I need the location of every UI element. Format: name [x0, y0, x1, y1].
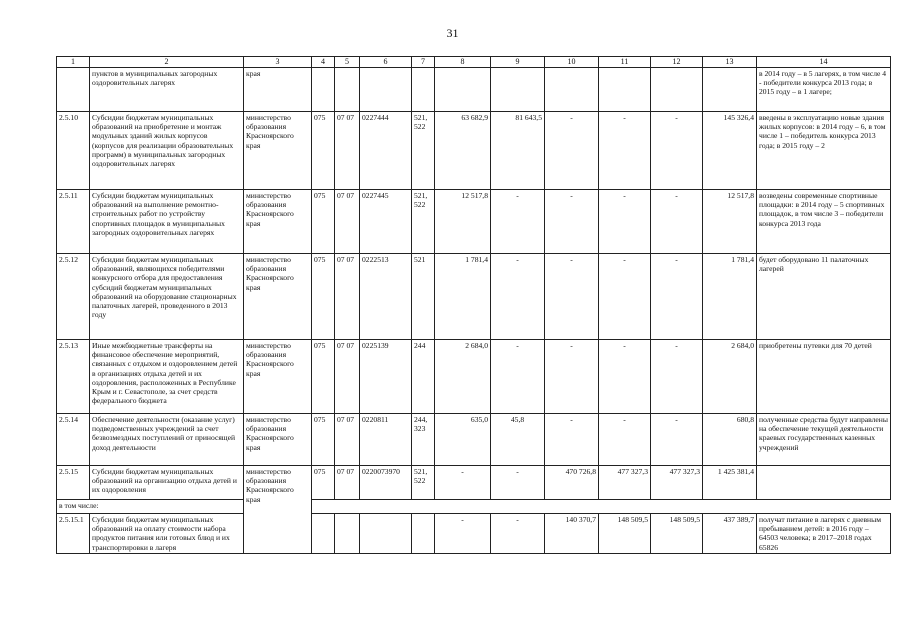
row-grbs: [312, 67, 335, 111]
row-vr: [412, 513, 435, 553]
row-vr: 521, 522: [412, 465, 435, 499]
row-grbs: [312, 513, 335, 553]
row-description: Субсидии бюджетам муниципальных образований на оплату стоимости набора продуктов питания или готовых блюд и их транспортировки в лагеря: [90, 513, 244, 553]
page-number: 31: [446, 26, 459, 40]
row-description: Субсидии бюджетам муниципальных образований на приобретение и монтаж модульных зданий жилых корпусов (корпусов для реализации образовательных программ) в муниципальных загородных оздоровительных лагерях: [90, 111, 244, 189]
row-value-2018: 477 327,3: [651, 465, 703, 499]
row-code: 2.5.15: [57, 465, 90, 499]
row-value-2016: -: [545, 253, 599, 339]
row-description: Субсидии бюджетам муниципальных образований, являющихся победителями конкурсного отбора для предоставления субсидий бюджетам муниципальных образований на оборудование стационарных палаточных лагерей, проведенного в 2013 году: [90, 253, 244, 339]
row-grbs: 075: [312, 413, 335, 465]
row-csr: 0220811: [360, 413, 412, 465]
row-rzpr: [335, 67, 360, 111]
row-result: полученные средства будут направлены на обеспечение текущей деятельности краевых государственных казенных учреждений: [757, 413, 891, 465]
row-value-2014: 635,0: [435, 413, 491, 465]
row-value-2014: 63 682,9: [435, 111, 491, 189]
row-grbs: 075: [312, 111, 335, 189]
row-value-total: 680,8: [703, 413, 757, 465]
row-value-total: 12 517,8: [703, 189, 757, 253]
header-cell: 14: [757, 57, 891, 68]
row-value-2015: 81 643,5: [491, 111, 545, 189]
row-value-2015: -: [491, 513, 545, 553]
row-value-2015: [491, 67, 545, 111]
row-value-2016: -: [545, 189, 599, 253]
column-number-row: [57, 57, 891, 68]
row-grbs: 075: [312, 189, 335, 253]
row-value-2018: -: [651, 253, 703, 339]
row-description: Субсидии бюджетам муниципальных образований на организацию отдыха детей и их оздоровления: [90, 465, 244, 499]
row-value-total: 145 326,4: [703, 111, 757, 189]
row-value-2015: -: [491, 465, 545, 499]
row-value-2017: 148 509,5: [599, 513, 651, 553]
table-row: [57, 189, 891, 253]
row-value-2016: -: [545, 413, 599, 465]
row-description: пунктов в муниципальных загородных оздоровительных лагерях: [90, 67, 244, 111]
header-cell: 7: [412, 57, 435, 68]
row-department: министерство образования Красноярского края: [244, 339, 312, 413]
row-value-2016: 140 370,7: [545, 513, 599, 553]
row-value-2016: -: [545, 111, 599, 189]
row-vr: 244: [412, 339, 435, 413]
row-result: будет оборудовано 11 палаточных лагерей: [757, 253, 891, 339]
row-rzpr: 07 07: [335, 189, 360, 253]
row-value-total: 1 781,4: [703, 253, 757, 339]
row-code: 2.5.13: [57, 339, 90, 413]
row-vr: 521: [412, 253, 435, 339]
row-department: министерство образования Красноярского края: [244, 413, 312, 465]
table-row: [57, 339, 891, 413]
row-csr: [360, 67, 412, 111]
row-value-2018: -: [651, 111, 703, 189]
row-value-2018: 148 509,5: [651, 513, 703, 553]
row-value-total: 1 425 381,4: [703, 465, 757, 499]
row-code: 2.5.11: [57, 189, 90, 253]
header-cell: 13: [703, 57, 757, 68]
header-cell: 12: [651, 57, 703, 68]
spacer-cell: [312, 499, 891, 513]
header-cell: 2: [90, 57, 244, 68]
row-value-2018: [651, 67, 703, 111]
row-code: 2.5.10: [57, 111, 90, 189]
row-csr: 0227445: [360, 189, 412, 253]
row-vr: 521, 522: [412, 189, 435, 253]
row-code: [57, 67, 90, 111]
row-value-2017: -: [599, 111, 651, 189]
table-row: [57, 465, 891, 499]
row-value-2018: -: [651, 413, 703, 465]
row-value-2017: -: [599, 413, 651, 465]
row-value-total: [703, 67, 757, 111]
row-value-total: 2 684,0: [703, 339, 757, 413]
row-code: 2.5.15.1: [57, 513, 90, 553]
row-grbs: 075: [312, 465, 335, 499]
row-value-2016: [545, 67, 599, 111]
table-row: [57, 513, 891, 553]
row-value-2015: -: [491, 253, 545, 339]
header-cell: 11: [599, 57, 651, 68]
row-value-2014: 1 781,4: [435, 253, 491, 339]
row-description: Иные межбюджетные трансферты на финансовое обеспечение мероприятий, связанных с отдыхом и оздоровлением детей в организациях отдыха детей и их оздоровления, расположенных в Республике Крым и г. Севастополе, за счет средств федерального бюджета: [90, 339, 244, 413]
row-value-2014: -: [435, 465, 491, 499]
row-grbs: 075: [312, 253, 335, 339]
row-code: 2.5.14: [57, 413, 90, 465]
row-value-2017: [599, 67, 651, 111]
table-row: [57, 499, 891, 513]
row-rzpr: 07 07: [335, 111, 360, 189]
row-value-2016: -: [545, 339, 599, 413]
row-result: в 2014 году – в 5 лагерях, в том числе 4 - победители конкурса 2013 года; в 2015 году – в 1 лагере;: [757, 67, 891, 111]
row-result: возведены современные спортивные площадки: в 2014 году – 5 спортивных площадок, в том числе 3 – победители конкурса 2013 года: [757, 189, 891, 253]
row-value-total: 437 389,7: [703, 513, 757, 553]
row-code: 2.5.12: [57, 253, 90, 339]
row-grbs: 075: [312, 339, 335, 413]
row-rzpr: 07 07: [335, 413, 360, 465]
row-csr: 0225139: [360, 339, 412, 413]
row-result: [757, 465, 891, 499]
header-cell: 6: [360, 57, 412, 68]
row-value-2014: -: [435, 513, 491, 553]
row-vr: 521, 522: [412, 111, 435, 189]
row-value-2017: -: [599, 253, 651, 339]
header-cell: 3: [244, 57, 312, 68]
row-value-2014: 2 684,0: [435, 339, 491, 413]
row-value-2015: -: [491, 189, 545, 253]
row-value-2014: [435, 67, 491, 111]
row-department: министерство образования Красноярского края: [244, 253, 312, 339]
table-row: [57, 253, 891, 339]
row-department: края: [244, 67, 312, 111]
header-cell: 8: [435, 57, 491, 68]
table-row: [57, 111, 891, 189]
row-department: министерство образования Красноярского края: [244, 111, 312, 189]
row-value-2015: -: [491, 339, 545, 413]
row-value-2018: -: [651, 189, 703, 253]
row-value-2015: 45,8: [491, 413, 545, 465]
row-rzpr: [335, 513, 360, 553]
row-description: Субсидии бюджетам муниципальных образований на выполнение ремонтно-строительных работ по устройству спортивных площадок в муниципальных загородных оздоровительных лагерях: [90, 189, 244, 253]
row-result: введены в эксплуатацию новые здания жилых корпусов: в 2014 году – 6, в том числе 1 – победитель конкурса 2013 года; в 2015 году – 2: [757, 111, 891, 189]
table-row: [57, 413, 891, 465]
header-cell: 9: [491, 57, 545, 68]
row-rzpr: 07 07: [335, 339, 360, 413]
row-value-2016: 470 726,8: [545, 465, 599, 499]
including-label: в том числе:: [57, 499, 244, 513]
row-department: министерство образования Красноярского края: [244, 189, 312, 253]
row-department: министерство образования Красноярского края: [244, 465, 312, 553]
row-rzpr: 07 07: [335, 465, 360, 499]
row-csr: 0220073970: [360, 465, 412, 499]
row-value-2017: -: [599, 189, 651, 253]
row-value-2017: -: [599, 339, 651, 413]
row-description: Обеспечение деятельности (оказание услуг) подведомственных учреждений за счет безвозмездных поступлений от приносящей доход деятельности: [90, 413, 244, 465]
row-vr: [412, 67, 435, 111]
header-cell: 1: [57, 57, 90, 68]
row-rzpr: 07 07: [335, 253, 360, 339]
row-value-2018: -: [651, 339, 703, 413]
row-csr: 0222513: [360, 253, 412, 339]
row-value-2017: 477 327,3: [599, 465, 651, 499]
header-cell: 5: [335, 57, 360, 68]
row-result: приобретены путевки для 70 детей: [757, 339, 891, 413]
row-value-2014: 12 517,8: [435, 189, 491, 253]
row-vr: 244, 323: [412, 413, 435, 465]
header-cell: 10: [545, 57, 599, 68]
budget-table: [56, 56, 891, 554]
row-csr: [360, 513, 412, 553]
row-csr: 0227444: [360, 111, 412, 189]
table-row: [57, 67, 891, 111]
header-cell: 4: [312, 57, 335, 68]
row-result: получат питание в лагерях с дневным пребыванием детей: в 2016 году – 64503 человека; в 2017–2018 годах 65826: [757, 513, 891, 553]
